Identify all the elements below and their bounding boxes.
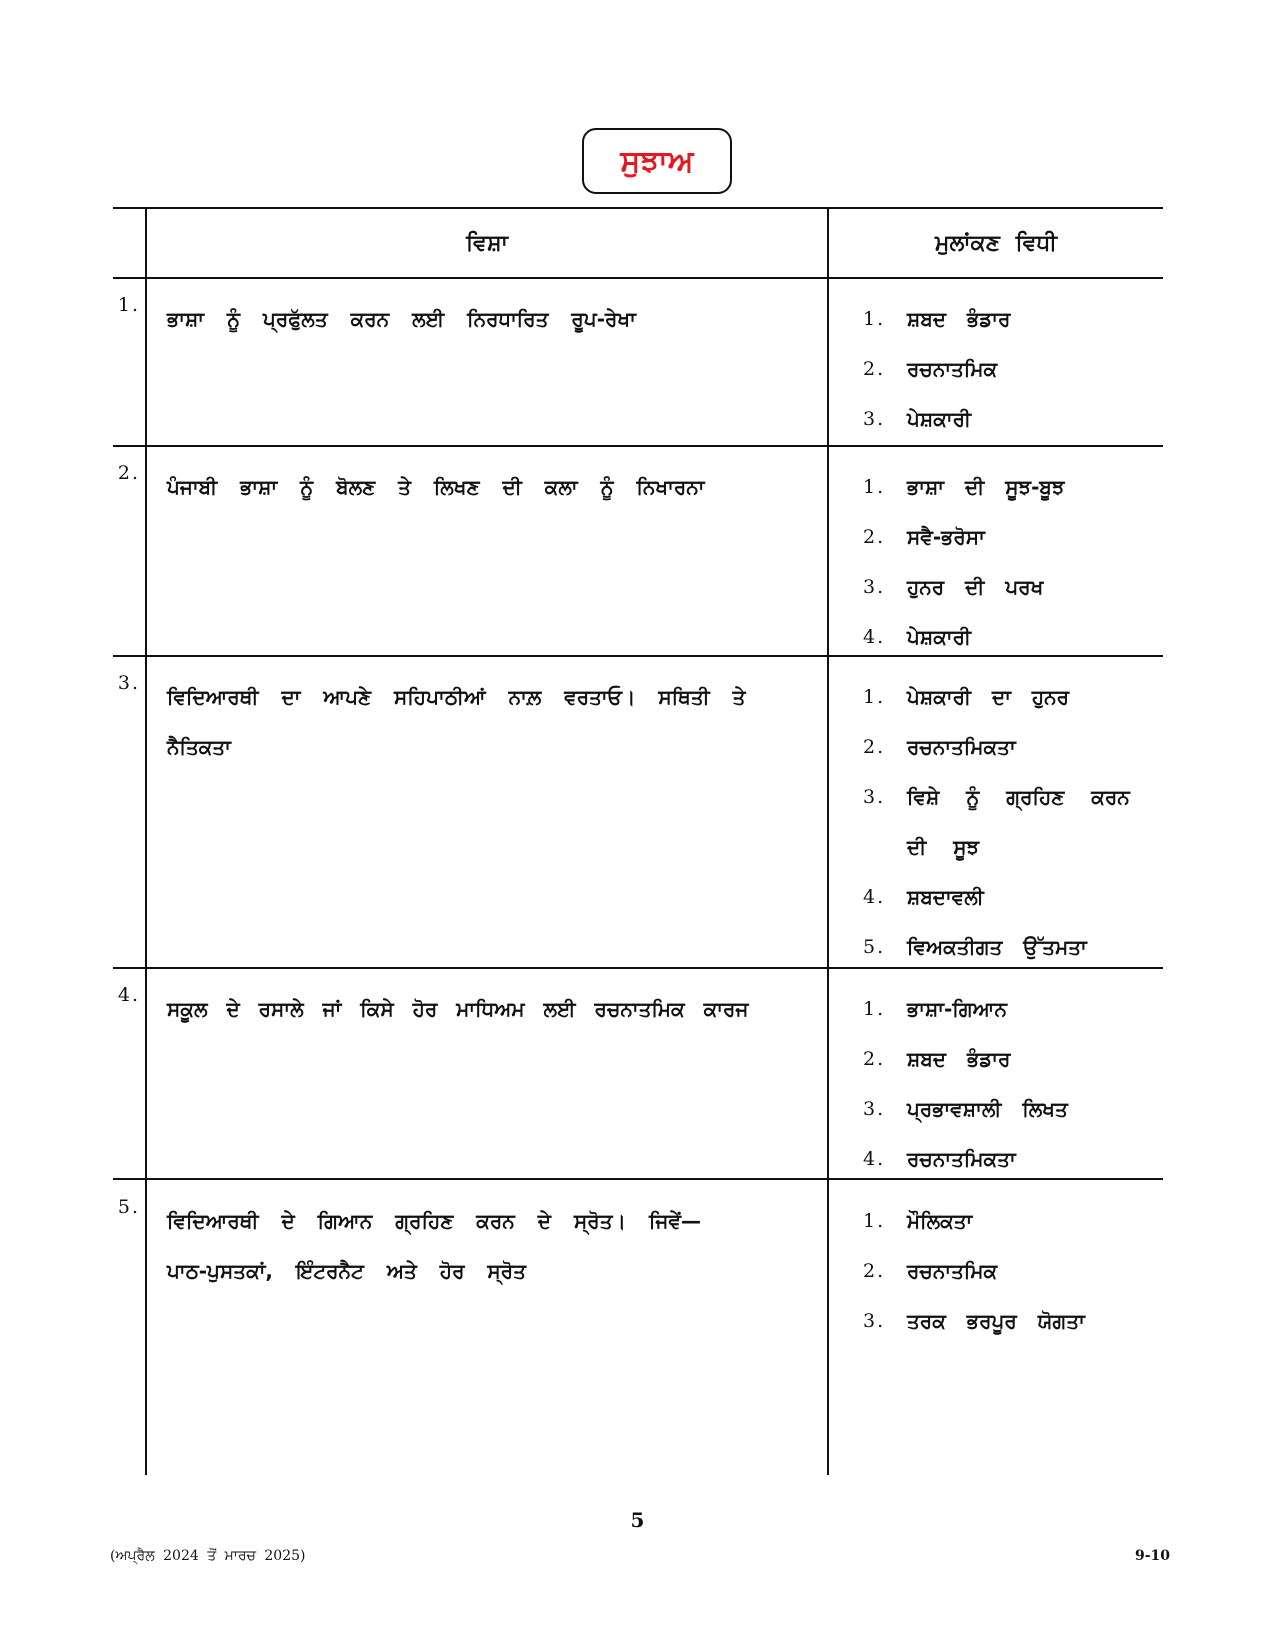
item-text: ਰਚਨਾਤਮਿਕਤਾ <box>907 735 1016 759</box>
row-subject: ਪੰਜਾਬੀ ਭਾਸ਼ਾ ਨੂੰ ਬੋਲਣ ਤੇ ਲਿਖਣ ਦੀ ਕਲਾ ਨੂੰ ਨਿਖਾਰਨਾ <box>167 475 705 499</box>
item-text: ਭਾਸ਼ਾ-ਗਿਆਨ <box>907 997 1007 1021</box>
row-divider <box>113 445 1163 447</box>
item-text: ਪ੍ਰਭਾਵਸ਼ਾਲੀ ਲਿਖਤ <box>907 1097 1068 1121</box>
item-number: 2. <box>863 736 886 758</box>
list-item <box>863 722 1163 772</box>
item-number: 5. <box>863 936 886 958</box>
evaluation-list <box>863 1196 1163 1346</box>
list-item <box>863 1084 1163 1134</box>
item-text: ਸ਼ਬਦ ਭੰਡਾਰ <box>907 1047 1011 1071</box>
item-text: ਪੇਸ਼ਕਾਰੀ ਦਾ ਹੁਨਰ <box>907 685 1070 709</box>
item-text: ਸ਼ਬਦਾਵਲੀ <box>907 885 984 909</box>
row-subject: ਵਿਦਿਆਰਥੀ ਦਾ ਆਪਣੇ ਸਹਿਪਾਠੀਆਂ ਨਾਲ਼ ਵਰਤਾਓ। ਸਥਿਤੀ ਤੇ ਨੈਤਿਕਤਾ <box>167 685 746 759</box>
list-item <box>863 294 1163 344</box>
item-text: ਸ਼ਬਦ ਭੰਡਾਰ <box>907 307 1011 331</box>
item-number: 1. <box>863 1210 886 1232</box>
item-number: 3. <box>863 408 886 430</box>
row-subject: ਸਕੂਲ ਦੇ ਰਸਾਲੇ ਜਾਂ ਕਿਸੇ ਹੋਰ ਮਾਧਿਅਮ ਲਈ ਰਚਨਾਤਮਿਕ ਕਾਰਜ <box>167 997 749 1021</box>
evaluation-list <box>863 672 1163 972</box>
item-number: 2. <box>863 1260 886 1282</box>
footer-class-range: 9-10 <box>1134 1548 1170 1564</box>
item-number: 2. <box>863 1048 886 1070</box>
item-text: ਵਿਅਕਤੀਗਤ ਉੱਤਮਤਾ <box>907 935 1087 959</box>
item-number: 1. <box>863 998 886 1020</box>
header-evaluation: ਮੁਲਾਂਕਣ ਵਿਧੀ <box>935 230 1057 256</box>
page-number: 5 <box>630 1508 645 1532</box>
item-text: ਭਾਸ਼ਾ ਦੀ ਸੂਝ-ਬੂਝ <box>907 475 1065 499</box>
item-number: 3. <box>863 1310 886 1332</box>
row-number: 3. <box>117 672 141 694</box>
row-subject: ਵਿਦਿਆਰਥੀ ਦੇ ਗਿਆਨ ਗ੍ਰਹਿਣ ਕਰਨ ਦੇ ਸ੍ਰੋਤ। ਜਿਵੇਂ— ਪਾਠ-ਪੁਸਤਕਾਂ, ਇੰਟਰਨੈਟ ਅਤੇ ਹੋਰ ਸ੍ਰੋਤ <box>167 1209 701 1283</box>
item-number: 1. <box>863 476 886 498</box>
item-text: ਮੌਲਿਕਤਾ <box>907 1209 973 1233</box>
list-item <box>863 1134 1163 1184</box>
list-item <box>863 394 1163 444</box>
list-item <box>863 612 1163 662</box>
item-number: 3. <box>863 1098 886 1120</box>
evaluation-list <box>863 294 1163 444</box>
item-number: 1. <box>863 686 886 708</box>
row-subject: ਭਾਸ਼ਾ ਨੂੰ ਪ੍ਰਫੁੱਲਤ ਕਰਨ ਲਈ ਨਿਰਧਾਰਿਤ ਰੂਪ-ਰੇਖਾ <box>167 307 636 331</box>
evaluation-list <box>863 462 1163 662</box>
row-number: 5. <box>117 1196 141 1218</box>
suggestions-table <box>113 207 1163 1475</box>
list-item <box>863 772 1163 872</box>
item-text: ਹੁਨਰ ਦੀ ਪਰਖ <box>907 575 1044 599</box>
row-number: 1. <box>117 294 141 316</box>
list-item <box>863 1296 1163 1346</box>
row-number: 4. <box>117 984 141 1006</box>
list-item <box>863 562 1163 612</box>
list-item <box>863 922 1163 972</box>
footer-date-range: (ਅਪ੍ਰੈਲ 2024 ਤੋਂ ਮਾਰਚ 2025) <box>110 1548 306 1564</box>
evaluation-list <box>863 984 1163 1184</box>
list-item <box>863 1196 1163 1246</box>
item-text: ਰਚਨਾਤਮਿਕਤਾ <box>907 1147 1016 1171</box>
list-item <box>863 1034 1163 1084</box>
list-item <box>863 462 1163 512</box>
list-item <box>863 512 1163 562</box>
item-text: ਪੇਸ਼ਕਾਰੀ <box>907 625 971 649</box>
title-box <box>582 128 732 194</box>
item-number: 3. <box>863 786 886 808</box>
item-text: ਪੇਸ਼ਕਾਰੀ <box>907 407 971 431</box>
item-number: 4. <box>863 626 886 648</box>
evaluation-column-divider <box>827 207 829 1475</box>
item-number: 4. <box>863 886 886 908</box>
item-text: ਰਚਨਾਤਮਿਕ <box>907 1259 998 1283</box>
item-number: 2. <box>863 526 886 548</box>
item-text: ਸਵੈ-ਭਰੋਸਾ <box>907 525 985 549</box>
list-item <box>863 872 1163 922</box>
list-item <box>863 672 1163 722</box>
list-item <box>863 984 1163 1034</box>
item-number: 4. <box>863 1148 886 1170</box>
item-text: ਵਿਸ਼ੇ ਨੂੰ ਗ੍ਰਹਿਣ ਕਰਨ ਦੀ ਸੂਝ <box>907 785 1130 859</box>
item-number: 3. <box>863 576 886 598</box>
page-title: ਸੁਝਾਅ <box>620 143 694 179</box>
item-number: 1. <box>863 308 886 330</box>
number-column-divider <box>145 207 147 1475</box>
row-number: 2. <box>117 462 141 484</box>
item-number: 2. <box>863 358 886 380</box>
list-item <box>863 344 1163 394</box>
item-text: ਰਚਨਾਤਮਿਕ <box>907 357 998 381</box>
list-item <box>863 1246 1163 1296</box>
header-subject: ਵਿਸ਼ਾ <box>466 230 508 256</box>
item-text: ਤਰਕ ਭਰਪੂਰ ਯੋਗਤਾ <box>907 1309 1085 1333</box>
